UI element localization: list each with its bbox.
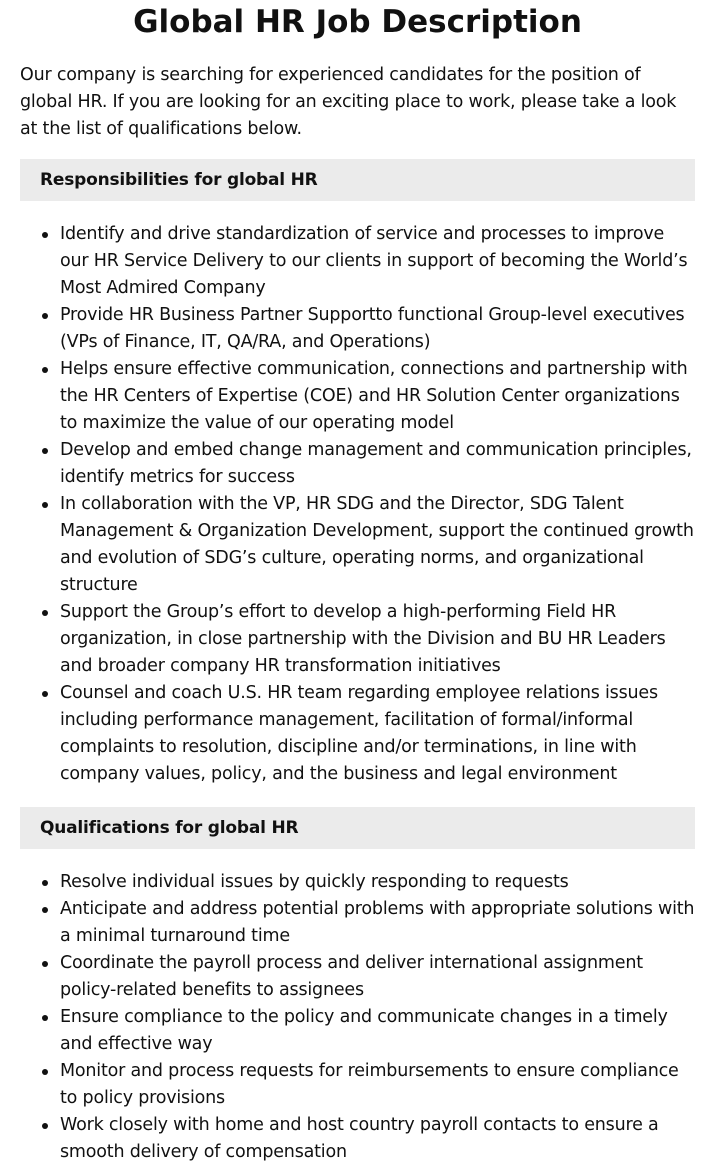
qualification-item: Work closely with home and host country payroll contacts to ensure a smooth delivery of compensation	[60, 1112, 695, 1166]
responsibility-item: Identify and drive standardization of service and processes to improve our HR Service Delivery to our clients in support of becoming the World’s Most Admired Company	[60, 221, 695, 302]
responsibilities-heading: Responsibilities for global HR	[20, 159, 695, 201]
responsibility-item: Provide HR Business Partner Supportto functional Group-level executives (VPs of Finance, IT, QA/RA, and Operations)	[60, 302, 695, 356]
responsibility-item: Counsel and coach U.S. HR team regarding employee relations issues including performance management, facilitation of formal/informal complaints to resolution, discipline and/or terminations, in line with company values, policy, and the business and legal environment	[60, 680, 695, 788]
qualifications-heading: Qualifications for global HR	[20, 807, 695, 849]
responsibility-item: Develop and embed change management and communication principles, identify metrics for success	[60, 437, 695, 491]
responsibility-item: Support the Group’s effort to develop a high-performing Field HR organization, in close partnership with the Division and BU HR Leaders and broader company HR transformation initiatives	[60, 599, 695, 680]
qualification-item: Resolve individual issues by quickly responding to requests	[60, 869, 695, 896]
qualification-item: Anticipate and address potential problems with appropriate solutions with a minimal turnaround time	[60, 896, 695, 950]
qualification-item: Ensure compliance to the policy and communicate changes in a timely and effective way	[60, 1004, 695, 1058]
responsibility-item: Helps ensure effective communication, connections and partnership with the HR Centers of Expertise (COE) and HR Solution Center organizations to maximize the value of our operating model	[60, 356, 695, 437]
qualification-item: Monitor and process requests for reimbursements to ensure compliance to policy provisions	[60, 1058, 695, 1112]
qualification-item: Coordinate the payroll process and deliver international assignment policy-related benefits to assignees	[60, 950, 695, 1004]
intro-paragraph: Our company is searching for experienced candidates for the position of global HR. If you are looking for an exciting place to work, please take a look at the list of qualifications below.	[20, 65, 677, 139]
qualifications-list	[20, 869, 695, 1166]
responsibilities-list	[20, 221, 695, 788]
page-title: Global HR Job Description	[133, 4, 582, 40]
responsibility-item: In collaboration with the VP, HR SDG and the Director, SDG Talent Management & Organization Development, support the continued growth and evolution of SDG’s culture, operating norms, and organizational structure	[60, 491, 695, 599]
